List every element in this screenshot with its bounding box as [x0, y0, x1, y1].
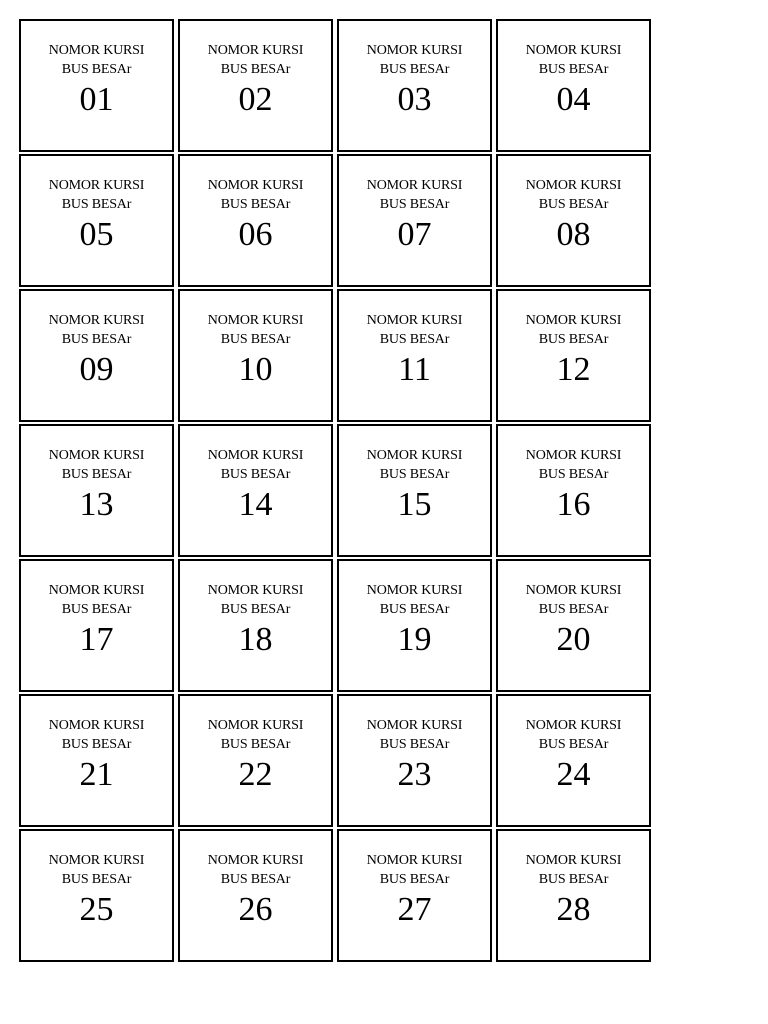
seat-number: 17 — [79, 621, 114, 658]
seat-label-subtitle: BUS BESAr — [61, 332, 132, 347]
seat-label-subtitle: BUS BESAr — [379, 467, 450, 482]
seat-number: 13 — [79, 486, 114, 523]
seat-label-subtitle: BUS BESAr — [538, 332, 609, 347]
seat-label-subtitle: BUS BESAr — [379, 602, 450, 617]
seat-label-card — [337, 559, 492, 692]
seat-label-card — [178, 289, 333, 422]
seat-label-subtitle: BUS BESAr — [220, 197, 291, 212]
seat-label-title: NOMOR KURSI — [525, 313, 622, 328]
seat-label-subtitle: BUS BESAr — [379, 332, 450, 347]
seat-label-subtitle: BUS BESAr — [538, 467, 609, 482]
seat-number: 09 — [79, 351, 114, 388]
seat-label-title: NOMOR KURSI — [366, 718, 463, 733]
seat-label-card — [496, 19, 651, 152]
seat-label-grid — [19, 19, 655, 962]
seat-label-title: NOMOR KURSI — [48, 313, 145, 328]
seat-label-subtitle: BUS BESAr — [379, 872, 450, 887]
seat-label-subtitle: BUS BESAr — [220, 467, 291, 482]
seat-number: 11 — [398, 351, 431, 388]
seat-label-title: NOMOR KURSI — [48, 178, 145, 193]
seat-label-subtitle: BUS BESAr — [379, 737, 450, 752]
seat-label-title: NOMOR KURSI — [366, 583, 463, 598]
seat-label-title: NOMOR KURSI — [525, 718, 622, 733]
seat-number: 12 — [556, 351, 591, 388]
seat-label-title: NOMOR KURSI — [525, 448, 622, 463]
seat-label-title: NOMOR KURSI — [207, 43, 304, 58]
seat-label-subtitle: BUS BESAr — [538, 62, 609, 77]
seat-label-card — [496, 154, 651, 287]
seat-number: 19 — [397, 621, 432, 658]
seat-label-title: NOMOR KURSI — [207, 178, 304, 193]
seat-label-card — [178, 694, 333, 827]
seat-label-card — [19, 694, 174, 827]
seat-number: 16 — [556, 486, 591, 523]
seat-number: 27 — [397, 891, 432, 928]
seat-label-subtitle: BUS BESAr — [61, 62, 132, 77]
seat-label-subtitle: BUS BESAr — [220, 737, 291, 752]
seat-number: 14 — [238, 486, 273, 523]
seat-label-title: NOMOR KURSI — [525, 178, 622, 193]
seat-label-title: NOMOR KURSI — [525, 583, 622, 598]
seat-label-subtitle: BUS BESAr — [379, 62, 450, 77]
seat-label-title: NOMOR KURSI — [48, 448, 145, 463]
seat-label-card — [19, 19, 174, 152]
seat-label-card — [178, 559, 333, 692]
seat-label-subtitle: BUS BESAr — [538, 737, 609, 752]
seat-label-title: NOMOR KURSI — [525, 43, 622, 58]
seat-label-title: NOMOR KURSI — [366, 313, 463, 328]
seat-label-subtitle: BUS BESAr — [538, 197, 609, 212]
seat-label-subtitle: BUS BESAr — [220, 602, 291, 617]
seat-label-card — [19, 559, 174, 692]
seat-label-card — [337, 694, 492, 827]
seat-label-card — [178, 829, 333, 962]
seat-label-card — [496, 559, 651, 692]
seat-number: 28 — [556, 891, 591, 928]
seat-label-card — [496, 289, 651, 422]
seat-number: 03 — [397, 81, 432, 118]
seat-label-subtitle: BUS BESAr — [61, 197, 132, 212]
seat-label-card — [178, 19, 333, 152]
seat-label-title: NOMOR KURSI — [525, 853, 622, 868]
seat-label-subtitle: BUS BESAr — [220, 62, 291, 77]
seat-number: 23 — [397, 756, 432, 793]
seat-label-title: NOMOR KURSI — [366, 448, 463, 463]
seat-label-title: NOMOR KURSI — [48, 583, 145, 598]
seat-label-card — [19, 154, 174, 287]
seat-label-card — [337, 424, 492, 557]
seat-label-card — [178, 424, 333, 557]
seat-label-card — [496, 424, 651, 557]
seat-number: 07 — [397, 216, 432, 253]
seat-number: 18 — [238, 621, 273, 658]
seat-label-title: NOMOR KURSI — [207, 313, 304, 328]
seat-number: 15 — [397, 486, 432, 523]
seat-label-subtitle: BUS BESAr — [538, 602, 609, 617]
seat-label-title: NOMOR KURSI — [48, 718, 145, 733]
seat-label-card — [337, 289, 492, 422]
seat-label-subtitle: BUS BESAr — [61, 467, 132, 482]
seat-label-subtitle: BUS BESAr — [220, 872, 291, 887]
seat-number: 01 — [79, 81, 114, 118]
seat-label-card — [337, 19, 492, 152]
seat-label-card — [19, 829, 174, 962]
seat-label-card — [19, 424, 174, 557]
seat-label-title: NOMOR KURSI — [48, 853, 145, 868]
seat-number: 22 — [238, 756, 273, 793]
seat-label-title: NOMOR KURSI — [207, 448, 304, 463]
seat-label-title: NOMOR KURSI — [207, 853, 304, 868]
seat-number: 25 — [79, 891, 114, 928]
seat-label-subtitle: BUS BESAr — [61, 602, 132, 617]
seat-label-card — [337, 829, 492, 962]
seat-number: 02 — [238, 81, 273, 118]
seat-label-card — [19, 289, 174, 422]
seat-number: 21 — [79, 756, 114, 793]
seat-number: 08 — [556, 216, 591, 253]
seat-label-title: NOMOR KURSI — [207, 718, 304, 733]
seat-label-title: NOMOR KURSI — [366, 853, 463, 868]
seat-label-title: NOMOR KURSI — [48, 43, 145, 58]
seat-label-card — [496, 829, 651, 962]
seat-number: 24 — [556, 756, 591, 793]
seat-number: 05 — [79, 216, 114, 253]
seat-number: 06 — [238, 216, 273, 253]
seat-label-subtitle: BUS BESAr — [61, 872, 132, 887]
seat-label-title: NOMOR KURSI — [366, 178, 463, 193]
seat-label-subtitle: BUS BESAr — [538, 872, 609, 887]
seat-number: 26 — [238, 891, 273, 928]
seat-label-sheet — [19, 19, 655, 963]
seat-number: 20 — [556, 621, 591, 658]
seat-label-subtitle: BUS BESAr — [379, 197, 450, 212]
seat-number: 04 — [556, 81, 591, 118]
seat-label-subtitle: BUS BESAr — [220, 332, 291, 347]
seat-label-subtitle: BUS BESAr — [61, 737, 132, 752]
seat-label-title: NOMOR KURSI — [207, 583, 304, 598]
seat-label-card — [337, 154, 492, 287]
seat-number: 10 — [238, 351, 273, 388]
seat-label-card — [178, 154, 333, 287]
seat-label-card — [496, 694, 651, 827]
seat-label-title: NOMOR KURSI — [366, 43, 463, 58]
